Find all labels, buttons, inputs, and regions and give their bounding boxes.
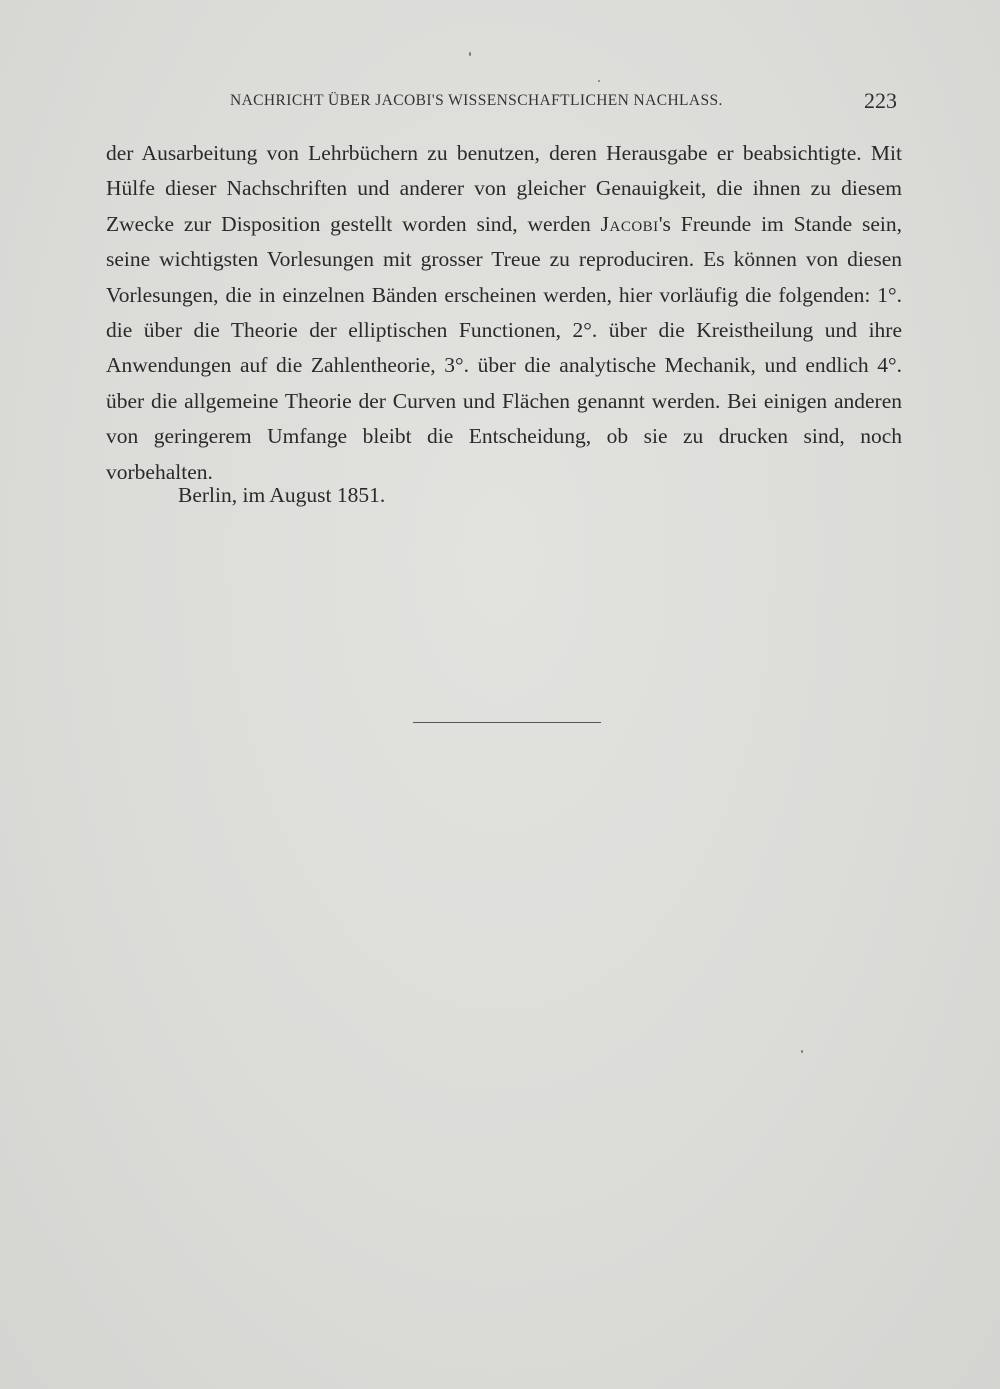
body-paragraph <box>106 136 902 490</box>
place-date-signoff: Berlin, im August 1851. <box>178 483 386 507</box>
closing-rule <box>413 722 601 723</box>
author-name: Jacobi <box>600 211 659 236</box>
paper-speck <box>801 1050 803 1053</box>
body-text-part-2: 's Freunde im Stande sein, seine wichtigsten Vorlesungen mit grosser Treue zu reproduciren. Es können von diesen Vorlesungen, die in einzelnen Bänden erscheinen werden, hier vorläufig die folgenden: 1°. die über die Theorie der elliptischen Functionen, 2°. über die Kreistheilung und ihre Anwendungen auf die Zahlentheorie, 3°. über die analytische Mechanik, und endlich 4°. über die allgemeine Theorie der Curven und Flächen genannt werden. Bei einigen anderen von geringerem Umfange bleibt die Entscheidung, ob sie zu drucken sind, noch vorbehalten. <box>106 211 902 484</box>
running-header: NACHRICHT ÜBER JACOBI'S WISSENSCHAFTLICHEN NACHLASS. <box>230 92 723 109</box>
page-number: 223 <box>864 88 897 113</box>
paper-speck <box>469 52 471 56</box>
paper-speck <box>598 80 600 82</box>
body-text-part-1: der Ausarbeitung von Lehrbüchern zu benutzen, deren Herausgabe er beabsichtigte. Mit Hülfe dieser Nachschriften und anderer von gleicher Genauigkeit, die ihnen zu diesem Zwecke zur Disposition gestellt worden sind, werden <box>106 141 902 236</box>
